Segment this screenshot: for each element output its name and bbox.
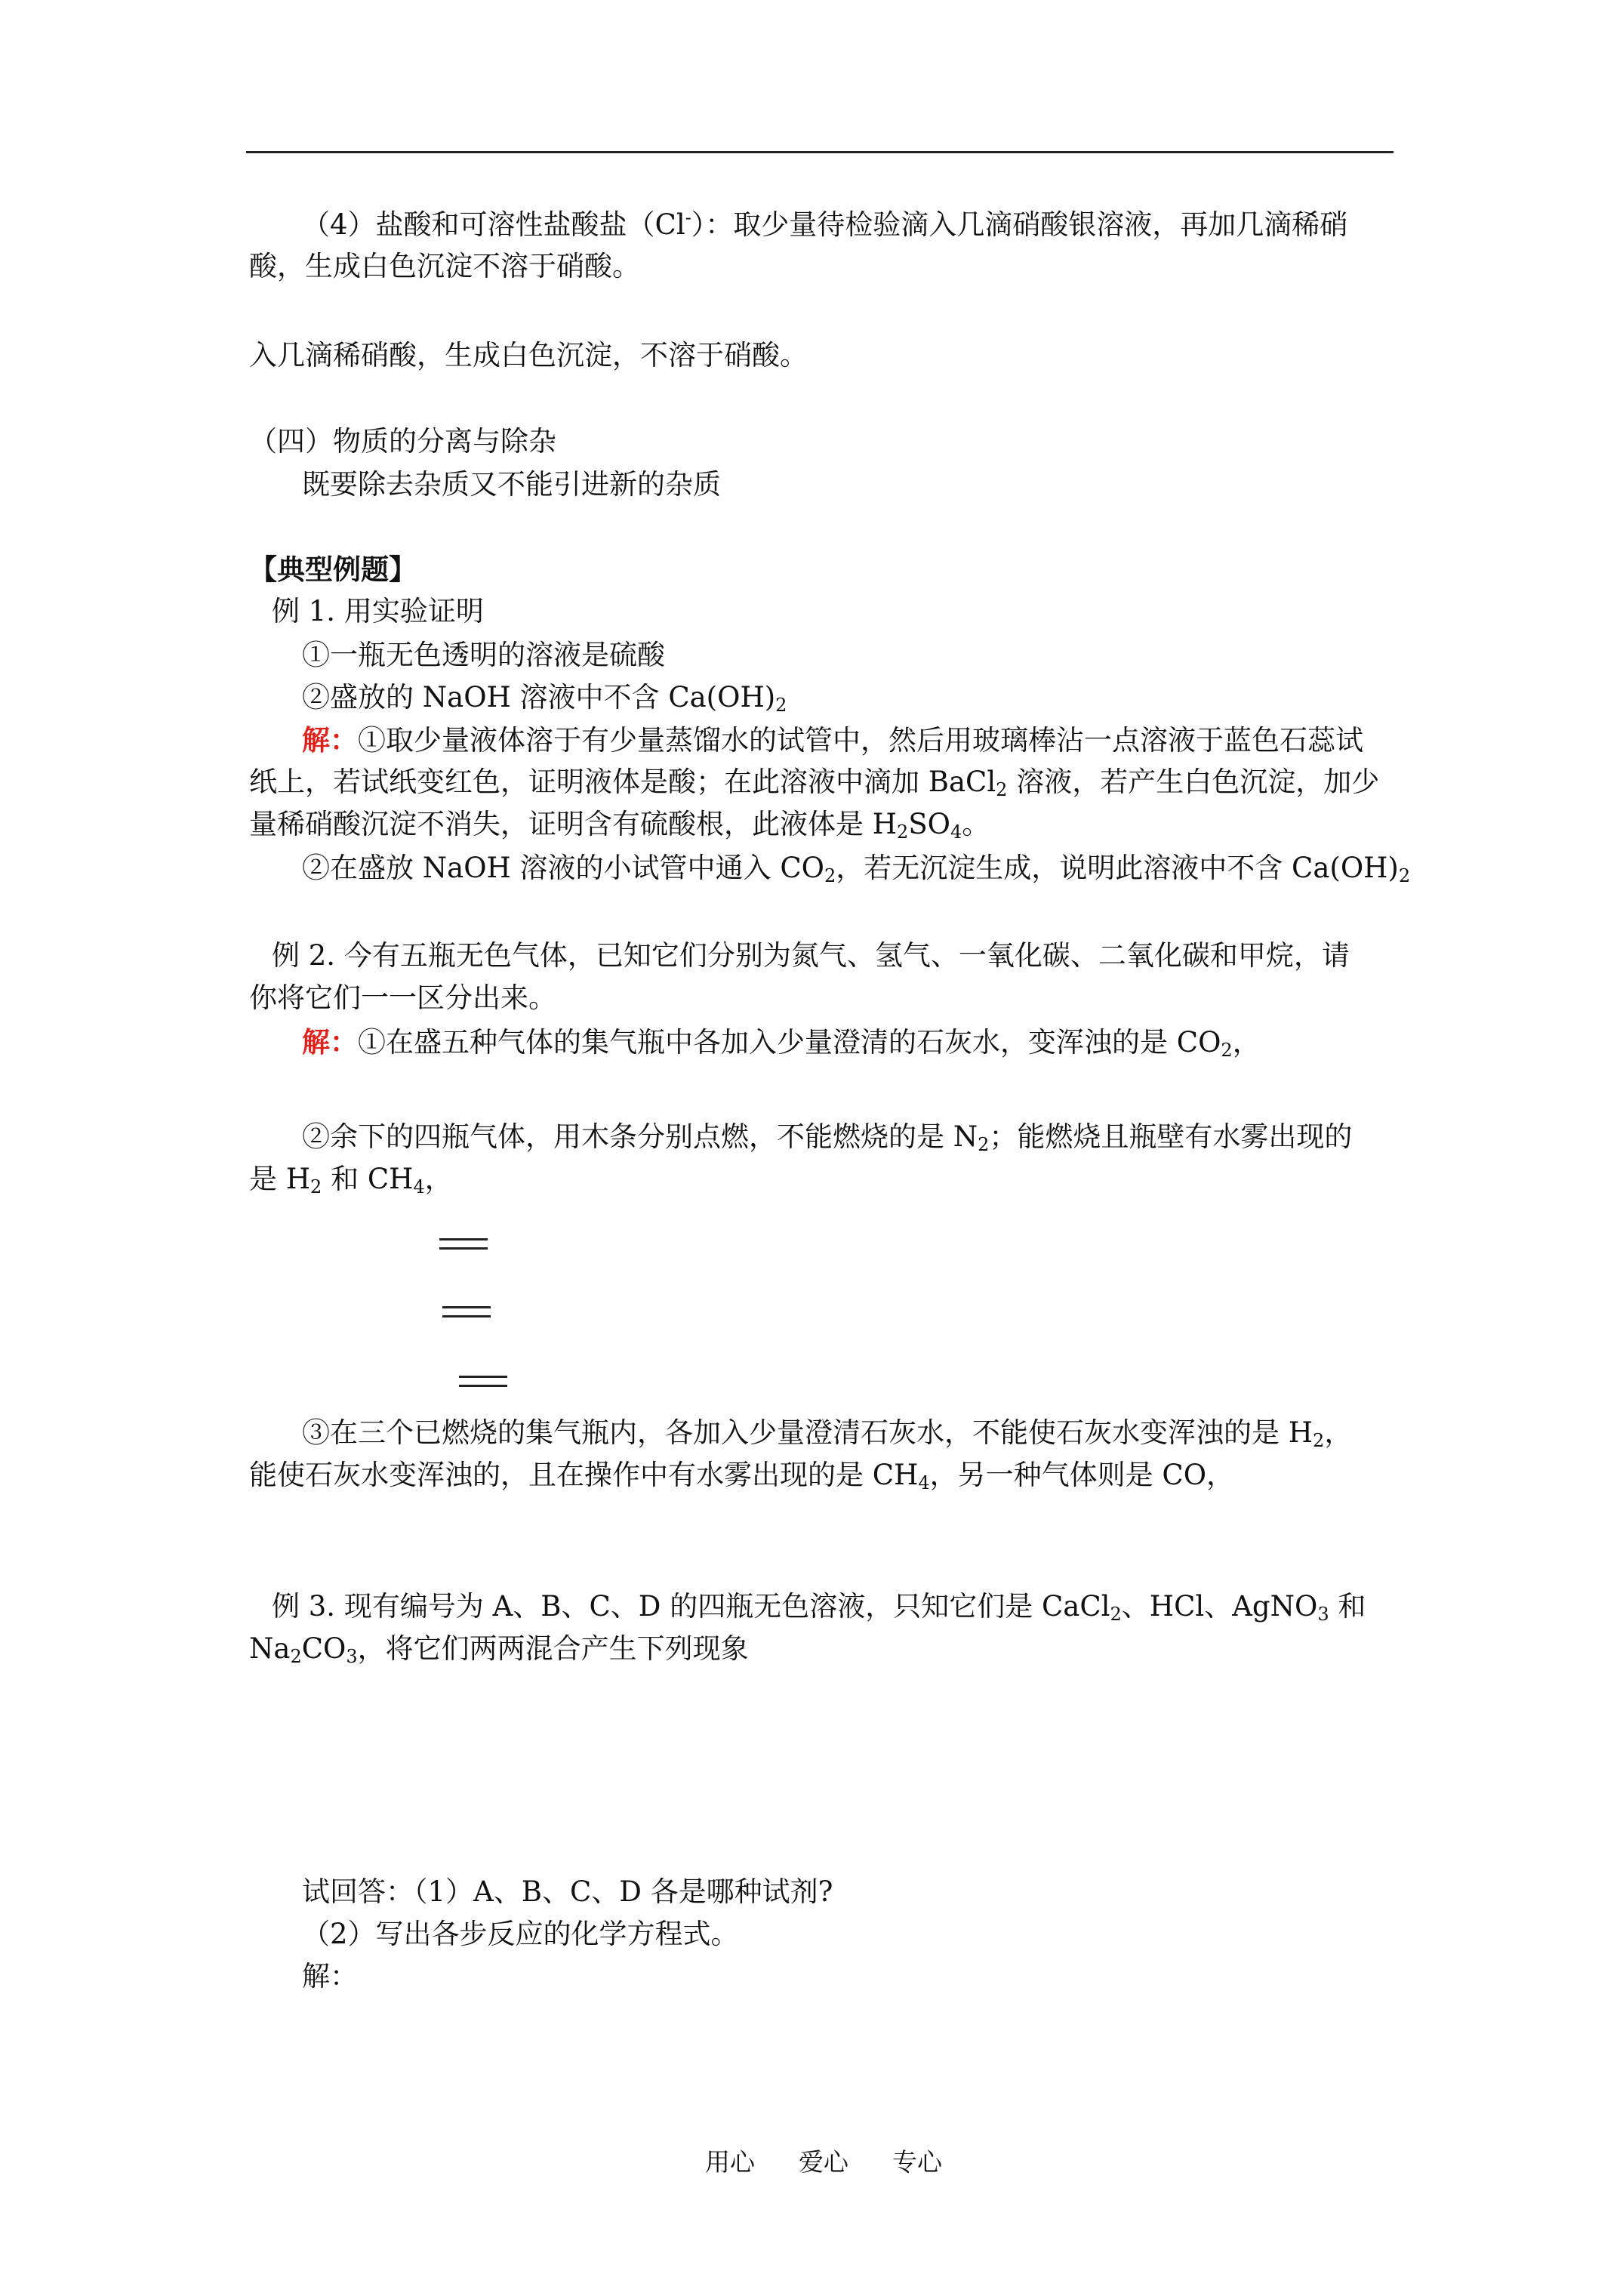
section-text: 既要除去杂质又不能引进新的杂质 — [302, 468, 721, 501]
section-title: （四）物质的分离与除杂 — [249, 425, 556, 458]
example3-line1: 例 3. 现有编号为 A、B、C、D 的四瓶无色溶液，只知它们是 CaCl$_2$、HCl、AgNO$_3$ 和 — [272, 1590, 1366, 1625]
example1-title: 例 1. 用实验证明 — [272, 595, 484, 627]
equation-equals-sign — [459, 1376, 507, 1387]
solution-label: 解： — [302, 723, 358, 757]
example1-solution-line4: ②在盛放 NaOH 溶液的小试管中通入 $CO_2$，若无沉淀生成，说明此溶液中不含 $Ca(OH)_2$ — [302, 852, 1411, 886]
example3-line2: $Na_2CO_3$，将它们两两混合产生下列现象 — [249, 1632, 749, 1667]
page-footer — [705, 2146, 986, 2179]
example2-line2: 你将它们一一区分出来。 — [249, 982, 556, 1014]
example3-answer-label: 解： — [302, 1960, 358, 1992]
header-rule — [246, 151, 1394, 153]
example1-solution-line3: 量稀硝酸沉淀不消失，证明含有硫酸根，此液体是 $H_2SO_4$。 — [249, 808, 990, 843]
example2-line1: 例 2. 今有五瓶无色气体，已知它们分别为氮气、氢气、一氧化碳、二氧化碳和甲烷，请 — [272, 939, 1350, 972]
example2-solution-line4: ③在三个已燃烧的集气瓶内，各加入少量澄清石灰水，不能使石灰水变浑浊的是 $H_2$， — [302, 1416, 1353, 1451]
example2-solution-line2: ②余下的四瓶气体，用木条分别点燃，不能燃烧的是 $N_2$；能燃烧且瓶壁有水雾出现的 — [302, 1120, 1353, 1155]
examples-heading: 【典型例题】 — [249, 553, 417, 586]
paragraph-chloride-line2: 酸，生成白色沉淀不溶于硝酸。 — [249, 250, 640, 282]
example2-solution-line3: 是 $H_2$ 和 $CH_4$， — [249, 1163, 453, 1197]
example1-item1: ①一瓶无色透明的溶液是硫酸 — [302, 639, 665, 671]
footer-item: 爱心 — [799, 2147, 848, 2177]
example3-question1: 试回答：（1）A、B、C、D 各是哪种试剂? — [302, 1875, 833, 1908]
equation-equals-sign — [442, 1306, 491, 1318]
paragraph-chloride-line1: （4）盐酸和可溶性盐酸盐（Cl-）：取少量待检验滴入几滴硝酸银溶液，再加几滴稀硝 — [302, 207, 1348, 241]
example1-solution-line2: 纸上，若试纸变红色，证明液体是酸；在此溶液中滴加 BaCl$_2$ 溶液，若产生白色沉淀，加少 — [249, 766, 1380, 800]
example2-solution-line1: 解：①在盛五种气体的集气瓶中各加入少量澄清的石灰水，变浑浊的是 $CO_2$， — [302, 1025, 1261, 1061]
solution-label: 解： — [302, 1025, 358, 1059]
example1-item2: ②盛放的 NaOH 溶液中不含 $Ca(OH)_2$ — [302, 681, 787, 716]
equation-equals-sign — [439, 1238, 488, 1250]
footer-item: 用心 — [705, 2147, 755, 2177]
example1-solution-line1: 解：①取少量液体溶于有少量蒸馏水的试管中，然后用玻璃棒沾一点溶液于蓝色石蕊试 — [302, 723, 1363, 757]
example3-question2: （2）写出各步反应的化学方程式。 — [302, 1918, 739, 1950]
example2-solution-line5: 能使石灰水变浑浊的，且在操作中有水雾出现的是 $CH_4$，另一种气体则是 CO， — [249, 1459, 1235, 1493]
paragraph-fragment: 入几滴稀硝酸，生成白色沉淀，不溶于硝酸。 — [249, 339, 808, 371]
footer-item: 专心 — [892, 2147, 942, 2177]
